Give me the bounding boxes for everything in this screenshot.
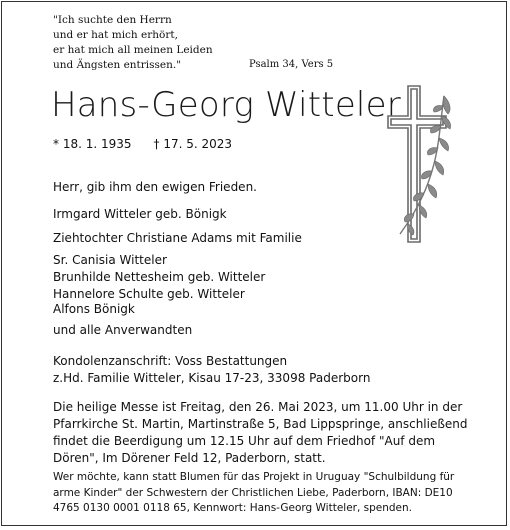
donation-line: arme Kinder" der Schwestern der Christlichen Liebe, Paderborn, IBAN: DE10 [53, 486, 453, 499]
sibling-name: Hannelore Schulte geb. Witteler [53, 287, 245, 301]
psalm-line: und er hat mich erhört, [53, 29, 178, 41]
psalm-line: "Ich suchte den Herrn [53, 14, 172, 26]
sibling-name: Brunhilde Nettesheim geb. Witteler [53, 270, 266, 284]
mourner-relatives: und alle Anverwandten [53, 323, 193, 337]
service-line: Die heilige Messe ist Freitag, den 26. Mai 2023, um 11.00 Uhr in der [53, 400, 463, 414]
service-line: findet die Beerdigung um 12.15 Uhr auf dem Friedhof "Auf dem [53, 434, 436, 448]
psalm-line: er hat mich all meinen Leiden [53, 44, 213, 56]
death-date: † 17. 5. 2023 [153, 137, 233, 151]
birth-date: * 18. 1. 1935 [53, 137, 132, 151]
mourner-siblings [53, 252, 265, 303]
mourner-brother-in-law: Alfons Bönigk [53, 302, 135, 316]
service-line: Pfarrkirche St. Martin, Martinstraße 5, Bad Lippspringe, anschließend [53, 417, 468, 431]
service-line: Dören", Im Dörener Feld 12, Paderborn, statt. [53, 451, 326, 465]
life-dates [53, 137, 232, 151]
mourner-wife: Irmgard Witteler geb. Bönigk [53, 207, 227, 221]
condolence-line: z.Hd. Familie Witteler, Kisau 17-23, 33098 Paderborn [53, 371, 371, 385]
psalm-reference: Psalm 34, Vers 5 [249, 59, 334, 70]
sibling-name: Sr. Canisia Witteler [53, 253, 167, 267]
psalm-line: und Ängsten entrissen." [53, 59, 182, 71]
donation-line: 4765 0130 0001 0118 65, Kennwort: Hans-Georg Witteler, spenden. [53, 502, 413, 514]
prayer-line: Herr, gib ihm den ewigen Frieden. [53, 180, 257, 194]
cross-with-palm-branch-icon [386, 84, 456, 244]
mourner-foster-daughter: Ziehtochter Christiane Adams mit Familie [53, 231, 302, 245]
donation-line: Wer möchte, kann statt Blumen für das Projekt in Uruguay "Schulbildung für [53, 471, 455, 483]
obituary-notice [1, 1, 507, 526]
funeral-service-info [53, 399, 468, 467]
psalm-quote [53, 13, 213, 73]
donation-note [53, 470, 454, 517]
condolence-line: Kondolenzanschrift: Voss Bestattungen [53, 354, 288, 368]
condolence-address [53, 353, 370, 387]
deceased-name: Hans-Georg Witteler [51, 85, 401, 125]
